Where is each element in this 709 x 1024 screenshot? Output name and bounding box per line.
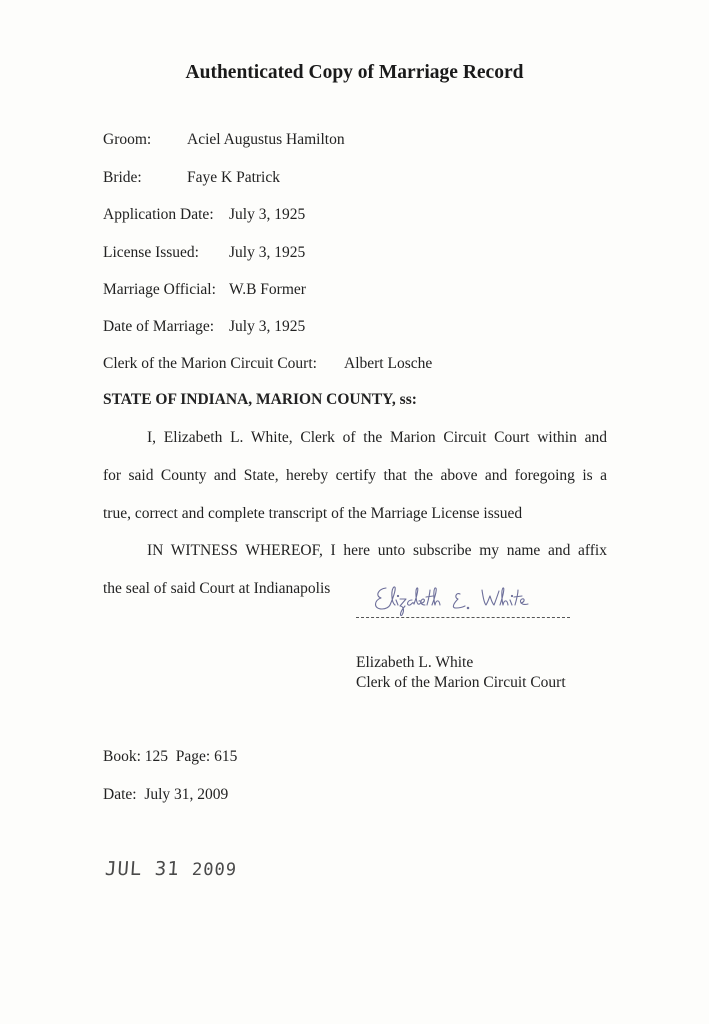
handwritten-signature: [372, 582, 562, 618]
license-issued-value: July 3, 1925: [229, 244, 306, 261]
date-stamp: [104, 858, 238, 880]
application-date-value: July 3, 1925: [229, 206, 306, 223]
groom-label: Groom:: [103, 131, 152, 148]
witness-line: IN WITNESS WHEREOF, I here unto subscribe my name and affix: [147, 542, 607, 559]
certification-line: I, Elizabeth L. White, Clerk of the Marion Circuit Court within and: [147, 429, 607, 446]
stamp-month-day: JUL 31: [104, 858, 181, 880]
license-issued-field: [103, 244, 306, 262]
signer-name: Elizabeth L. White: [356, 654, 474, 671]
signature-line: [356, 617, 570, 618]
clerk-label: Clerk of the Marion Circuit Court:: [103, 355, 317, 372]
stamp-year: 2009: [191, 860, 238, 880]
marriage-official-value: W.B Former: [229, 281, 306, 298]
book-page-text: Book: 125 Page: 615: [103, 748, 238, 765]
bride-value: Faye K Patrick: [187, 169, 280, 186]
witness-line: the seal of said Court at Indianapolis: [103, 580, 331, 597]
application-date-field: [103, 206, 306, 224]
bride-label: Bride:: [103, 169, 142, 186]
license-issued-label: License Issued:: [103, 244, 199, 261]
date-text: Date: July 31, 2009: [103, 786, 229, 803]
date-line: [103, 786, 228, 804]
certification-line: for said County and State, hereby certify that the above and foregoing is a: [103, 467, 607, 484]
certification-line: true, correct and complete transcript of the Marriage License issued: [103, 505, 523, 522]
clerk-field: [103, 355, 433, 373]
clerk-value: Albert Losche: [344, 355, 433, 372]
date-of-marriage-value: July 3, 1925: [229, 318, 306, 335]
application-date-label: Application Date:: [103, 206, 214, 223]
groom-field: [103, 131, 345, 149]
bride-field: [103, 169, 280, 187]
state-heading: STATE OF INDIANA, MARION COUNTY, ss:: [103, 391, 417, 408]
document-title: Authenticated Copy of Marriage Record: [185, 62, 524, 83]
marriage-official-label: Marriage Official:: [103, 281, 216, 298]
signer-title: Clerk of the Marion Circuit Court: [356, 674, 566, 691]
date-of-marriage-field: [103, 318, 306, 336]
groom-value: Aciel Augustus Hamilton: [187, 131, 345, 148]
book-page-line: [103, 748, 237, 766]
date-of-marriage-label: Date of Marriage:: [103, 318, 215, 335]
marriage-official-field: [103, 281, 306, 299]
